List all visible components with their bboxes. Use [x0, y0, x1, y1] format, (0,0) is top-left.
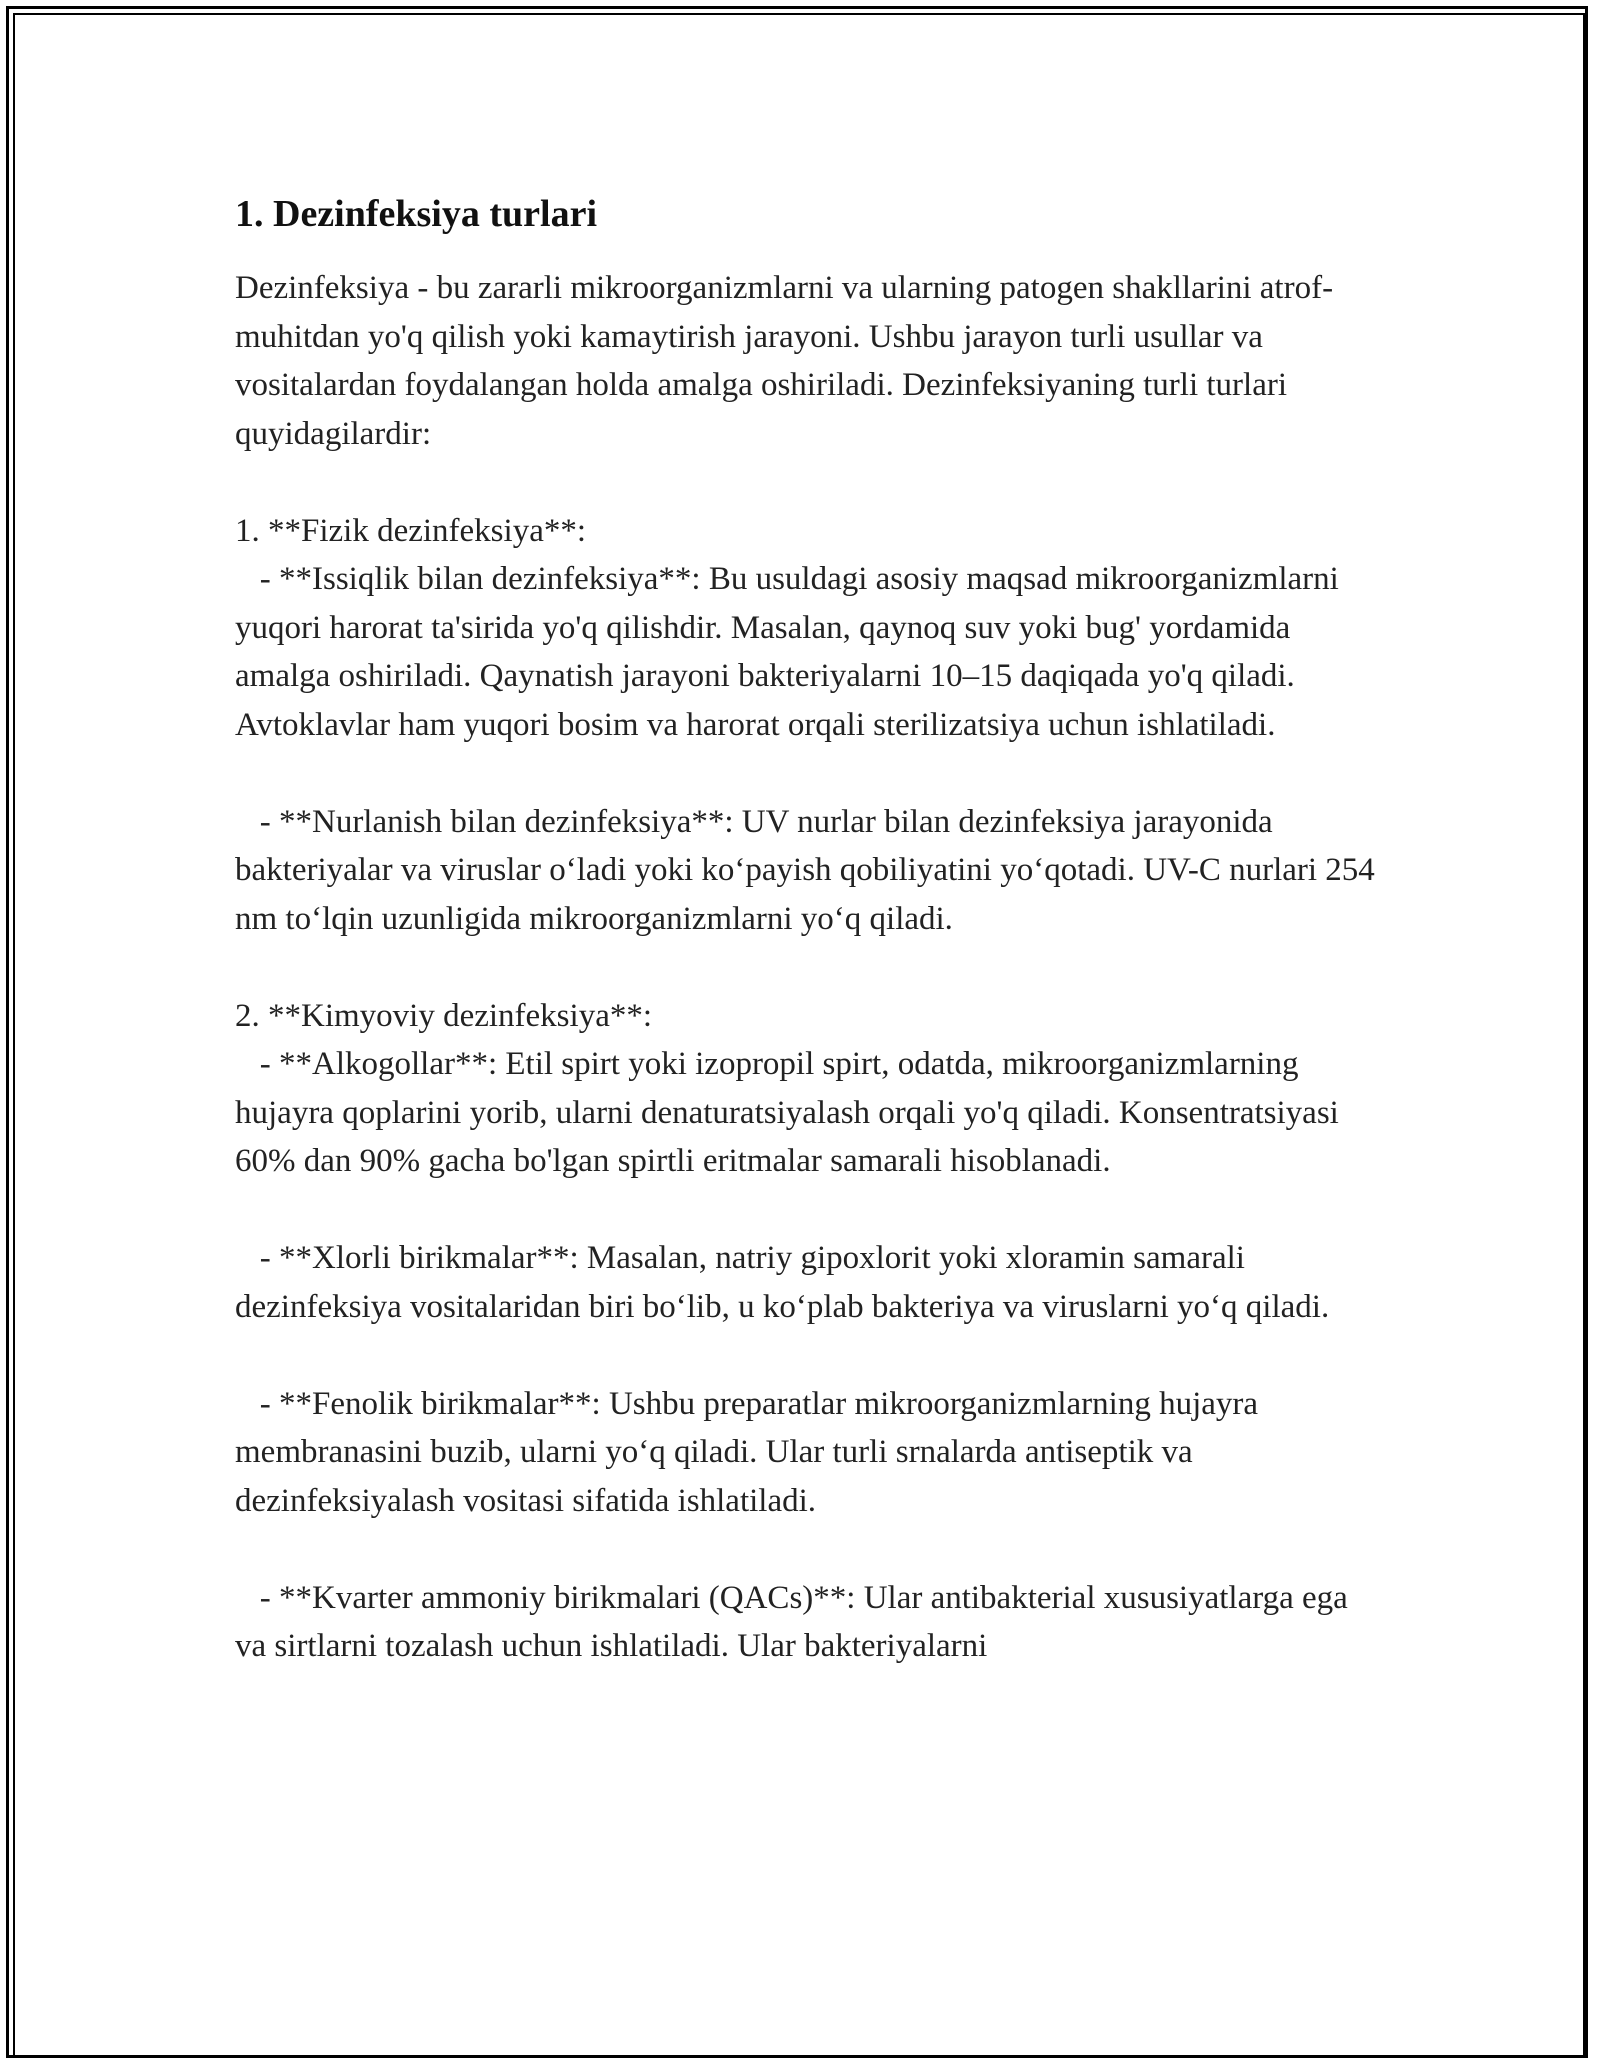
section-heading-physical: 1. **Fizik dezinfeksiya**:	[235, 512, 587, 549]
document-title: 1. Dezinfeksiya turlari	[235, 193, 598, 235]
list-item-quaternary-ammonium: - **Kvarter ammoniy birikmalari (QACs)**: Ular antibakterial xususiyatlarga ega va sirtlarni tozalash uchun ishlatiladi. Ular bakteriyalarni	[235, 1579, 1357, 1664]
spacer	[235, 458, 1385, 507]
spacer	[235, 1331, 1385, 1380]
spacer	[235, 749, 1385, 798]
list-item-chlorine-compounds: - **Xlorli birikmalar**: Masalan, natriy gipoxlorit yoki xloramin samarali dezinfeksiya vositalaridan biri bo‘lib, u ko‘plab bakteriya va viruslarni yo‘q qiladi.	[235, 1240, 1330, 1325]
list-item-heat-disinfection: - **Issiqlik bilan dezinfeksiya**: Bu usuldagi asosiy maqsad mikroorganizmlarni yuqori harorat ta'sirida yo'q qilishdir. Masalan, qaynoq suv yoki bug' yordamida amalga oshiriladi. Qaynatish jarayoni bakteriyalarni 10–15 daqiqada yo'q qiladi. Avtoklavlar ham yuqori bosim va harorat orqali sterilizatsiya uchun ishlatiladi.	[235, 561, 1348, 743]
spacer	[235, 943, 1385, 992]
intro-paragraph: Dezinfeksiya - bu zararli mikroorganizmlarni va ularning patogen shakllarini atrof-muhitdan yo'q qilish yoki kamaytirish jarayoni. Ushbu jarayon turli usullar va vositalardan foydalangan holda amalga oshiriladi. Dezinfeksiyaning turli turlari quyidagilardir:	[235, 270, 1334, 452]
list-item-phenolic-compounds: - **Fenolik birikmalar**: Ushbu preparatlar mikroorganizmlarning hujayra membranasini buzib, ularni yo‘q qiladi. Ular turli srnalarda antiseptik va dezinfeksiyalash vositasi sifatida ishlatiladi.	[235, 1385, 1267, 1519]
spacer	[235, 1525, 1385, 1574]
spacer	[235, 1186, 1385, 1235]
list-item-alcohols: - **Alkogollar**: Etil spirt yoki izopropil spirt, odatda, mikroorganizmlarning hujayra qoplarini yorib, ularni denaturatsiyalash orqali yo'q qiladi. Konsentratsiyasi 60% dan 90% gacha bo'lgan spirtli eritmalar samarali hisoblanadi.	[235, 1046, 1348, 1179]
list-item-radiation-disinfection: - **Nurlanish bilan dezinfeksiya**: UV nurlar bilan dezinfeksiya jarayonida bakteriyalar va viruslar o‘ladi yoki ko‘payish qobiliyatini yo‘qotadi. UV-C nurlari 254 nm to‘lqin uzunligida mikroorganizmlarni yo‘q qiladi.	[235, 803, 1384, 937]
document-body	[235, 180, 1385, 1671]
section-heading-chemical: 2. **Kimyoviy dezinfeksiya**:	[235, 997, 653, 1034]
